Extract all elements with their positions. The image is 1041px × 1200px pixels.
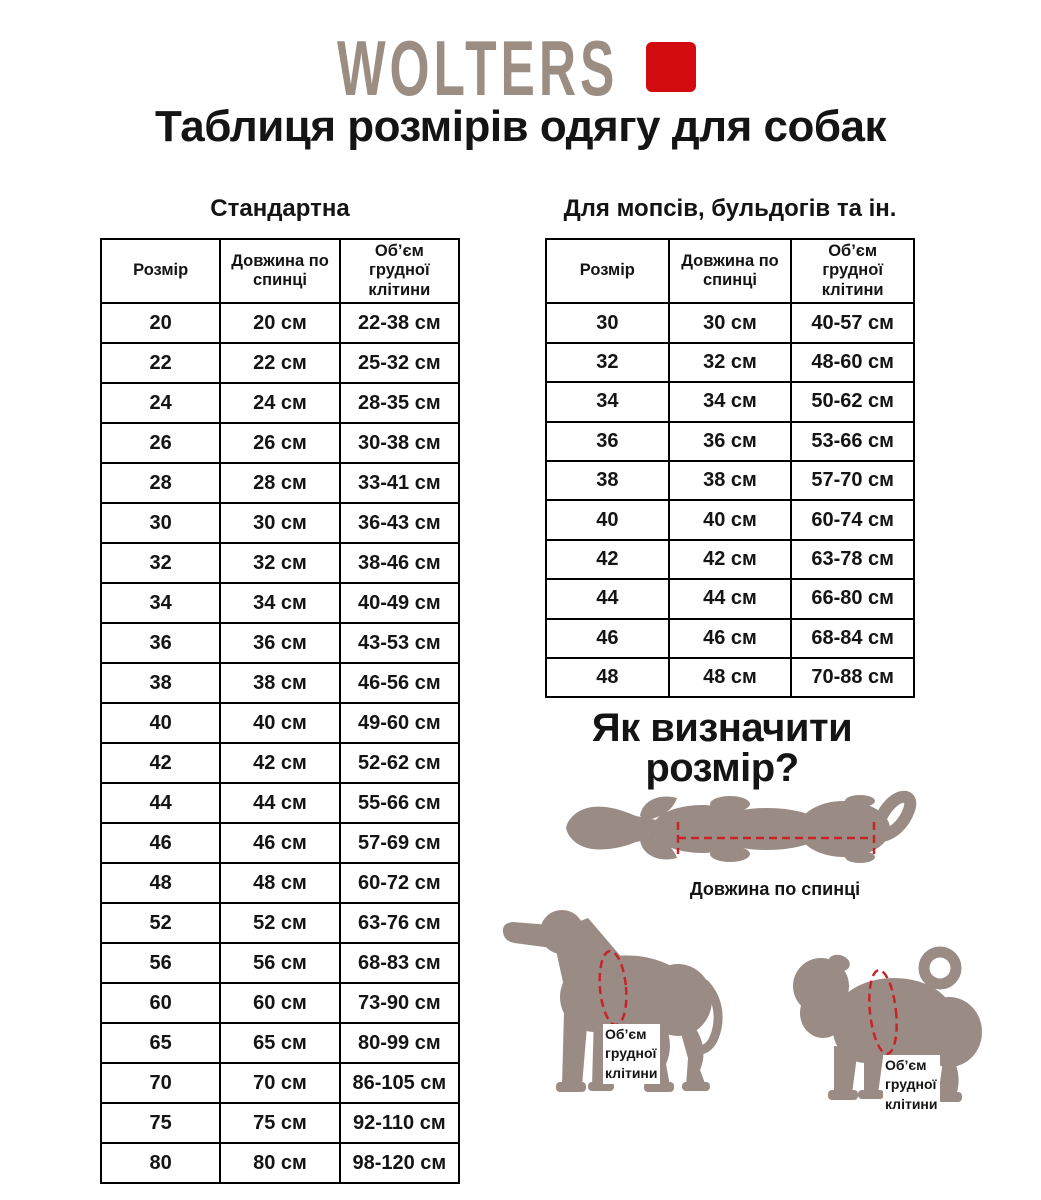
size-cell: 44 см [669, 579, 792, 618]
size-cell: 63-78 см [791, 540, 914, 579]
chest-label-line: клітини [885, 1095, 938, 1112]
size-row [546, 461, 914, 500]
size-cell: 68-84 см [791, 619, 914, 658]
size-row [101, 503, 459, 543]
size-cell: 30 [546, 303, 669, 342]
chest-label-line: Об’єм [605, 1026, 647, 1042]
size-cell: 28-35 см [340, 383, 459, 423]
size-row [101, 823, 459, 863]
size-cell: 53-66 см [791, 422, 914, 461]
size-cell: 46 см [220, 823, 339, 863]
size-row [101, 863, 459, 903]
size-cell: 32 см [669, 343, 792, 382]
size-cell: 60-74 см [791, 500, 914, 539]
size-row [101, 543, 459, 583]
size-cell: 22 см [220, 343, 339, 383]
size-row [101, 1103, 459, 1143]
top-view-dog-illustration [562, 776, 918, 880]
size-cell: 32 [101, 543, 220, 583]
size-cell: 24 см [220, 383, 339, 423]
size-cell: 40 см [220, 703, 339, 743]
page-title: Таблиця розмірів одягу для собак [154, 102, 887, 151]
size-cell: 44 [101, 783, 220, 823]
size-cell: 30 см [220, 503, 339, 543]
size-cell: 75 [101, 1103, 220, 1143]
size-cell: 24 [101, 383, 220, 423]
size-row [101, 463, 459, 503]
size-cell: 32 см [220, 543, 339, 583]
size-cell: 32 [546, 343, 669, 382]
size-cell: 44 см [220, 783, 339, 823]
size-cell: 73-90 см [340, 983, 459, 1023]
column-header: Розмір [546, 239, 669, 303]
column-header: Розмір [101, 239, 220, 303]
size-row [546, 658, 914, 697]
size-row [101, 663, 459, 703]
chest-label-line: клітини [605, 1064, 658, 1081]
size-cell: 44 [546, 579, 669, 618]
size-row [101, 943, 459, 983]
header-row [546, 239, 914, 303]
size-row [101, 743, 459, 783]
pugs-table-caption: Для мопсів, бульдогів та ін. [563, 195, 897, 222]
size-cell: 33-41 см [340, 463, 459, 503]
size-cell: 36 см [220, 623, 339, 663]
size-cell: 80 [101, 1143, 220, 1183]
brand-logo-text: WOLTERS [337, 24, 619, 112]
size-cell: 57-69 см [340, 823, 459, 863]
chest-label-line: грудної [605, 1045, 657, 1062]
size-row [546, 579, 914, 618]
chest-label-line: Об’єм [885, 1057, 927, 1073]
size-cell: 28 [101, 463, 220, 503]
size-cell: 30-38 см [340, 423, 459, 463]
size-cell: 34 см [220, 583, 339, 623]
size-cell: 40-57 см [791, 303, 914, 342]
size-cell: 68-83 см [340, 943, 459, 983]
size-cell: 48 см [220, 863, 339, 903]
size-cell: 36 см [669, 422, 792, 461]
pugs-size-table [545, 238, 915, 698]
size-cell: 34 [546, 382, 669, 421]
size-row [546, 540, 914, 579]
size-cell: 20 [101, 303, 220, 343]
size-row [101, 1023, 459, 1063]
size-cell: 65 [101, 1023, 220, 1063]
size-cell: 52 [101, 903, 220, 943]
size-row [546, 422, 914, 461]
size-cell: 80-99 см [340, 1023, 459, 1063]
size-cell: 46 [546, 619, 669, 658]
size-cell: 38 см [669, 461, 792, 500]
size-cell: 52-62 см [340, 743, 459, 783]
size-cell: 25-32 см [340, 343, 459, 383]
size-cell: 60 [101, 983, 220, 1023]
size-cell: 70-88 см [791, 658, 914, 697]
size-cell: 70 см [220, 1063, 339, 1103]
column-header: Об’єм грудної клітини [340, 239, 459, 303]
size-row [101, 383, 459, 423]
size-cell: 49-60 см [340, 703, 459, 743]
size-cell: 42 [546, 540, 669, 579]
size-cell: 28 см [220, 463, 339, 503]
size-row [101, 903, 459, 943]
size-cell: 60 см [220, 983, 339, 1023]
size-cell: 34 см [669, 382, 792, 421]
size-cell: 40-49 см [340, 583, 459, 623]
size-cell: 46 см [669, 619, 792, 658]
brand-logo-red-square-icon [646, 42, 696, 92]
size-cell: 50-62 см [791, 382, 914, 421]
size-cell: 42 [101, 743, 220, 783]
size-cell: 40 [101, 703, 220, 743]
size-row [546, 619, 914, 658]
size-row [546, 343, 914, 382]
size-cell: 46-56 см [340, 663, 459, 703]
chest-girth-label [603, 1024, 660, 1084]
size-cell: 48-60 см [791, 343, 914, 382]
size-cell: 57-70 см [791, 461, 914, 500]
size-cell: 42 см [220, 743, 339, 783]
guide-heading: Як визначити розмір? [591, 706, 853, 790]
size-cell: 48 [101, 863, 220, 903]
size-cell: 38 [101, 663, 220, 703]
size-cell: 55-66 см [340, 783, 459, 823]
size-cell: 48 [546, 658, 669, 697]
size-cell: 52 см [220, 903, 339, 943]
size-cell: 30 см [669, 303, 792, 342]
size-cell: 70 [101, 1063, 220, 1103]
size-row [101, 423, 459, 463]
size-row [546, 382, 914, 421]
size-cell: 48 см [669, 658, 792, 697]
size-row [101, 1063, 459, 1103]
size-row [101, 343, 459, 383]
size-cell: 30 [101, 503, 220, 543]
size-cell: 92-110 см [340, 1103, 459, 1143]
size-cell: 60-72 см [340, 863, 459, 903]
dog-silhouette [566, 795, 910, 863]
size-cell: 20 см [220, 303, 339, 343]
standard-size-table [100, 238, 460, 1184]
size-cell: 43-53 см [340, 623, 459, 663]
size-cell: 98-120 см [340, 1143, 459, 1183]
size-row [546, 500, 914, 539]
size-cell: 22 [101, 343, 220, 383]
chest-label-line: грудної [885, 1076, 937, 1093]
size-row [101, 623, 459, 663]
size-row [101, 783, 459, 823]
size-cell: 65 см [220, 1023, 339, 1063]
size-cell: 80 см [220, 1143, 339, 1183]
size-cell: 36 [546, 422, 669, 461]
size-cell: 86-105 см [340, 1063, 459, 1103]
column-header: Довжина по спинці [220, 239, 339, 303]
size-cell: 75 см [220, 1103, 339, 1143]
column-header: Об’єм грудної клітини [791, 239, 914, 303]
size-row [101, 1143, 459, 1183]
size-cell: 56 [101, 943, 220, 983]
size-cell: 56 см [220, 943, 339, 983]
chest-girth-label [883, 1055, 940, 1115]
size-cell: 38 см [220, 663, 339, 703]
size-cell: 66-80 см [791, 579, 914, 618]
size-cell: 63-76 см [340, 903, 459, 943]
size-cell: 38-46 см [340, 543, 459, 583]
size-row [101, 303, 459, 343]
size-cell: 46 [101, 823, 220, 863]
size-cell: 42 см [669, 540, 792, 579]
size-cell: 26 [101, 423, 220, 463]
back-length-label: Довжина по спинці [689, 879, 861, 899]
header-row [101, 239, 459, 303]
size-cell: 38 [546, 461, 669, 500]
column-header: Довжина по спинці [669, 239, 792, 303]
size-cell: 40 см [669, 500, 792, 539]
size-cell: 36 [101, 623, 220, 663]
size-row [101, 583, 459, 623]
size-row [101, 703, 459, 743]
size-cell: 40 [546, 500, 669, 539]
size-cell: 26 см [220, 423, 339, 463]
size-row [101, 983, 459, 1023]
size-row [546, 303, 914, 342]
standard-table-caption: Стандартна [210, 195, 350, 222]
size-cell: 22-38 см [340, 303, 459, 343]
size-cell: 36-43 см [340, 503, 459, 543]
size-cell: 34 [101, 583, 220, 623]
